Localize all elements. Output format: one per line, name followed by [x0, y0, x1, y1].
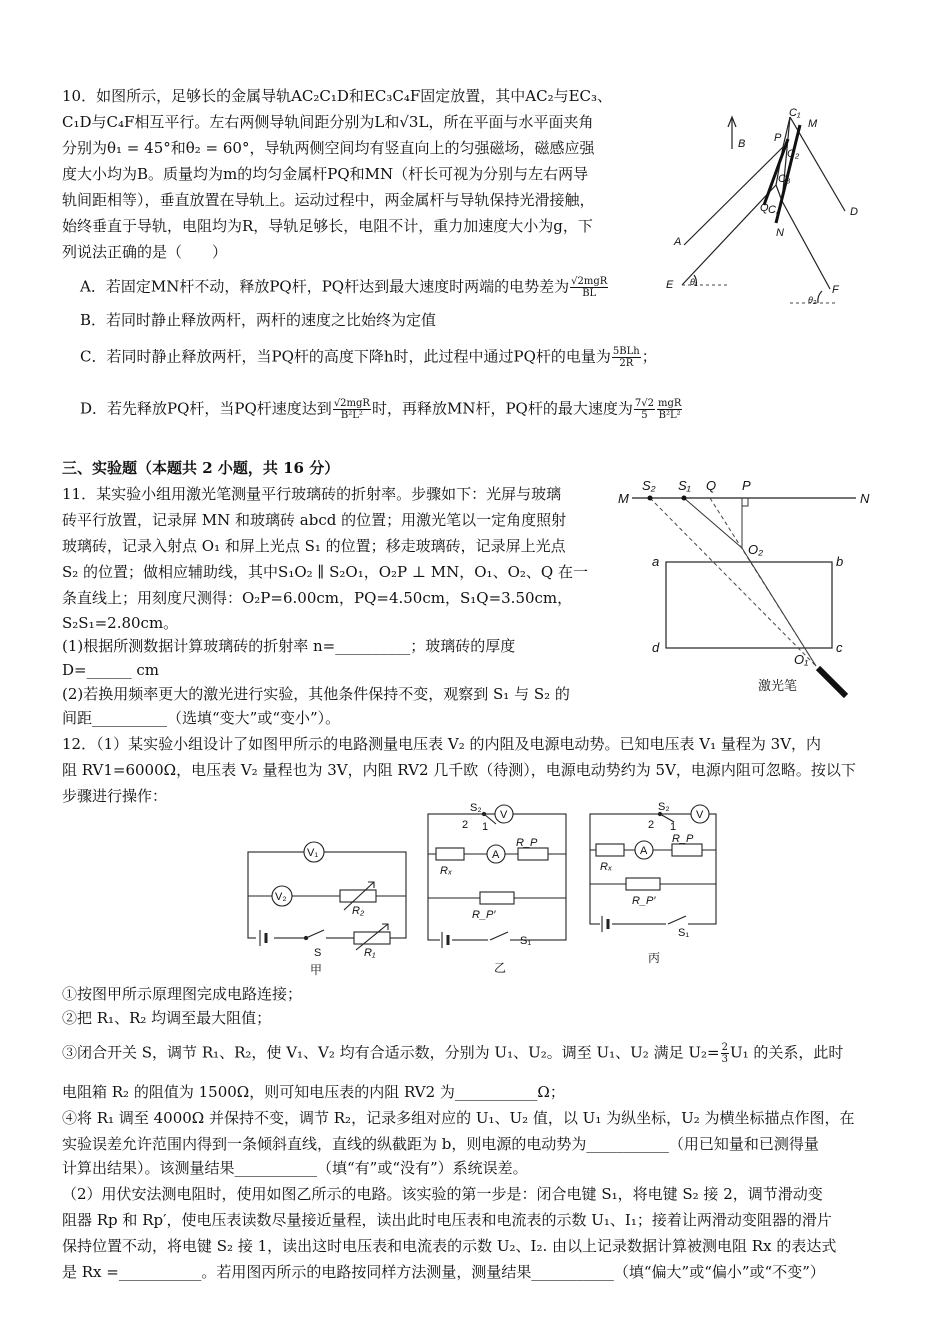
- theta2-arc: [818, 291, 822, 303]
- option-text: C．若同时静止释放两杆，当PQ杆的高度下降h时，此过程中通过PQ杆的电量为: [80, 347, 611, 366]
- label-d: D: [850, 206, 858, 218]
- q10-option-c: [80, 346, 657, 369]
- q10-rail-figure: [660, 105, 870, 317]
- q12-step: ①按图甲所示原理图完成电路连接；: [62, 985, 303, 1003]
- label-p: P: [774, 132, 782, 144]
- denominator: B²L²: [340, 410, 363, 421]
- q12-line: 12．（1）某实验小组设计了如图甲所示的电路测量电压表 V₂ 的内阻及电源电动势。已知电压表 V₁ 量程为 3V，内: [62, 735, 822, 753]
- step3-before: ③闭合开关 S，调节 R₁、R₂，使 V₁、V₂ 均有合适示数，分别为 U₁、U₂。调至 U₁、U₂ 满足 U₂=: [62, 1043, 720, 1062]
- circuit-jia: [244, 838, 414, 978]
- fraction: [721, 1042, 729, 1065]
- denominator: 2R: [619, 358, 634, 369]
- label-m: M: [618, 491, 629, 506]
- label-1: 1: [482, 821, 489, 833]
- q12-line: （2）用伏安法测电阻时，使用如图乙所示的电路。该实验的第一步是：闭合电键 S₁，将电键 S₂ 接 2，调节滑动变: [62, 1185, 823, 1203]
- q11-line: 条直线上；用刻度尺测得：O₂P=6.00cm，PQ=4.50cm，S₁Q=3.50cm，: [62, 589, 573, 607]
- label-s2: S₂: [658, 801, 670, 813]
- q10-line: 轨间距相等），垂直放置在导轨上。运动过程中，两金属杆与导轨保持光滑接触，: [62, 191, 595, 209]
- label-s1: S₁: [678, 927, 690, 939]
- step3-after: U₁ 的关系，此时: [729, 1043, 844, 1062]
- label-theta1: θ₁: [690, 277, 698, 287]
- label-d: d: [652, 640, 660, 655]
- label-c: c: [836, 640, 843, 655]
- label-theta2: θ₂: [808, 295, 817, 305]
- rail-c4-f: [782, 201, 830, 289]
- circuit-bing: [586, 800, 726, 970]
- q12-line: 步骤进行操作：: [62, 787, 168, 805]
- option-text: B．若同时静止释放两杆，两杆的速度之比始终为定值: [80, 311, 437, 329]
- q10-line: C₁D与C₄F相互平行。左右两侧导轨间距分别为L和√3L，所在平面与水平面夹角: [62, 113, 594, 131]
- label-laser-pen: 激光笔: [758, 678, 798, 693]
- denominator: 5: [641, 410, 648, 421]
- q12-line: 电阻箱 R₂ 的阻值为 1500Ω，则可知电压表的内阻 RV2 为___________Ω；: [62, 1083, 565, 1101]
- q10-option-b: [80, 310, 436, 330]
- q10-line: 分别为θ₁ = 45°和θ₂ = 60°，导轨两侧空间均有竖直向上的匀强磁场，磁感应强: [62, 139, 595, 157]
- q12-line: 是 Rx =___________。若用图丙所示的电路按同样方法测量，测量结果___________（填“偏大”或“偏小”或“不变”）: [62, 1263, 825, 1281]
- q12-step: ②把 R₁、R₂ 均调至最大阻值；: [62, 1009, 272, 1027]
- ray-s1-o2: [684, 498, 742, 548]
- q12-line: 保持位置不动，将电键 S₂ 接 1，读出这时电压表和电流表的示数 U₂、I₂. 由以上记录数据计算被测电阻 Rx 的表达式: [62, 1237, 837, 1255]
- right-angle-mark: [742, 498, 748, 506]
- glass-brick: [666, 562, 832, 648]
- label-2: 2: [462, 819, 469, 831]
- q12-line: 阻器 Rp 和 Rp′，使电压表读数尽量接近量程，读出此时电压表和电流表的示数 U₁、I₁；接着让两滑动变阻器的滑片: [62, 1211, 832, 1229]
- numerator: 2: [721, 1042, 728, 1053]
- label-a: a: [652, 554, 660, 569]
- label-b: b: [836, 554, 844, 569]
- caption-jia: 甲: [310, 963, 323, 977]
- q11-line: 11．某实验小组用激光笔测量平行玻璃砖的折射率。步骤如下：光屏与玻璃: [62, 485, 562, 503]
- laser-pen: [818, 668, 846, 696]
- label-s2: S₂: [642, 478, 656, 493]
- label-r2: R₂: [352, 905, 365, 917]
- label-q: Q: [760, 202, 769, 214]
- label-p: P: [742, 478, 751, 493]
- q11-line: D=______ cm: [62, 661, 159, 679]
- label-1: 1: [670, 821, 677, 833]
- denominator: B²L²: [658, 410, 681, 421]
- dot-s2: [648, 496, 653, 501]
- section-title: 三、实验题（本题共 2 小题，共 16 分）: [62, 459, 340, 477]
- q10-line: 度大小均为B。质量均为m的均匀金属杆PQ和MN（杆长可视为分别与左右两导: [62, 165, 589, 183]
- label-rx: Rₓ: [600, 861, 613, 873]
- fraction: [570, 276, 608, 299]
- caption-yi: 乙: [494, 961, 507, 975]
- label-c3: C₃: [778, 173, 791, 185]
- q11-line: S₂ 的位置；做相应辅助线，其中S₁O₂ ∥ S₂O₁，O₂P ⊥ MN，O₁、O₂、Q 在一: [62, 563, 588, 581]
- numerator: 7√2: [634, 398, 654, 409]
- circuit-yi: [424, 800, 574, 978]
- label-m: M: [808, 118, 818, 130]
- label-s: S: [314, 947, 322, 959]
- caption-bing: 丙: [648, 951, 661, 965]
- label-c1: C₁: [789, 107, 801, 119]
- q11-line: 间距__________（选填“变大”或“变小”）。: [62, 709, 341, 727]
- fraction: [657, 398, 682, 421]
- q11-line: S₂S₁=2.80cm。: [62, 614, 179, 632]
- q10-line: 10．如图所示，足够长的金属导轨AC₂C₁D和EC₃C₄F固定放置，其中AC₂与EC₃、: [62, 87, 613, 105]
- label-v: V: [696, 809, 704, 821]
- label-rp-prime: R_P′: [632, 895, 656, 907]
- q10-line: 始终垂直于导轨，电阻均为R，导轨足够长，电阻不计，重力加速度大小为g，下: [62, 217, 593, 235]
- line-q-o1: [710, 498, 816, 666]
- label-b: B: [738, 138, 746, 150]
- ray-s2-o1: [650, 498, 816, 666]
- label-f: F: [832, 284, 839, 296]
- q11-line: (1)根据所测数据计算玻璃砖的折射率 n=__________；玻璃砖的厚度: [62, 637, 516, 655]
- label-a: A: [492, 849, 500, 861]
- option-tail: ；: [641, 347, 657, 366]
- label-s1: S₁: [678, 478, 691, 493]
- option-text: A．若固定MN杆不动，释放PQ杆，PQ杆达到最大速度时两端的电势差为: [80, 277, 570, 296]
- label-q: Q: [706, 478, 717, 493]
- numerator: mgR: [657, 398, 682, 409]
- label-rp: R_P: [516, 837, 538, 849]
- q11-line: (2)若换用频率更大的激光进行实验，其他条件保持不变，观察到 S₁ 与 S₂ 的: [62, 685, 570, 703]
- numerator: √2mgR: [333, 398, 370, 409]
- option-text: 时，再释放MN杆，PQ杆的最大速度为: [371, 399, 633, 418]
- label-v1: V₁: [307, 847, 319, 859]
- label-o1: O₁: [794, 652, 809, 667]
- label-n: N: [776, 227, 784, 239]
- label-c4: C₄: [768, 204, 781, 216]
- q12-line: 计算出结果）。该测量结果___________（填“有”或“没有”）系统误差。: [62, 1159, 528, 1177]
- fraction: [612, 346, 641, 369]
- q12-step3: [62, 1042, 843, 1065]
- q11-line: 玻璃砖，记录入射点 O₁ 和屏上光点 S₁ 的位置；移走玻璃砖，记录屏上光点: [62, 537, 566, 555]
- label-o2: O₂: [748, 542, 764, 557]
- q12-line: 实验误差允许范围内得到一条倾斜直线，直线的纵截距为 b，则电源的电动势为___________（用已知量和已测得量: [62, 1135, 819, 1153]
- q11-glass-figure: [612, 474, 882, 706]
- fraction: [634, 398, 655, 421]
- q12-line: 阻 RV1=6000Ω，电压表 V₂ 量程也为 3V，内阻 RV2 几千欧（待测），电源电动势约为 5V，电源内阻可忽略。按以下: [62, 761, 856, 779]
- q12-line: ④将 R₁ 调至 4000Ω 并保持不变，调节 R₂，记录多组对应的 U₁、U₂ 值，以 U₁ 为纵坐标，U₂ 为横坐标描点作图，在: [62, 1109, 855, 1127]
- label-rp: R_P: [672, 833, 694, 845]
- label-v: V: [500, 809, 508, 821]
- numerator: 5BLh: [612, 346, 640, 357]
- label-s2: S₂: [470, 802, 482, 814]
- label-rx: Rₓ: [440, 865, 453, 877]
- numerator: √2mgR: [571, 276, 608, 287]
- label-r1: R₁: [364, 947, 376, 959]
- denominator: 3: [721, 1054, 728, 1065]
- label-rp-prime: R_P′: [472, 909, 496, 921]
- label-n: N: [860, 491, 870, 506]
- q10-line: 列说法正确的是（ ）: [62, 243, 228, 261]
- q11-line: 砖平行放置，记录屏 MN 和玻璃砖 abcd 的位置；用激光笔以一定角度照射: [62, 511, 567, 529]
- dot-s1: [682, 496, 687, 501]
- label-s1: S₁: [520, 935, 532, 947]
- label-a: A: [640, 845, 648, 857]
- q10-option-a: [80, 276, 609, 299]
- denominator: BL: [582, 288, 597, 299]
- label-a: A: [674, 236, 682, 248]
- label-c2: C₂: [787, 148, 800, 160]
- q10-option-d: [80, 398, 683, 421]
- label-2: 2: [648, 819, 655, 831]
- label-e: E: [666, 279, 674, 291]
- fraction: [333, 398, 371, 421]
- option-text: D．若先释放PQ杆，当PQ杆速度达到: [80, 399, 332, 418]
- label-v2: V₂: [275, 891, 287, 903]
